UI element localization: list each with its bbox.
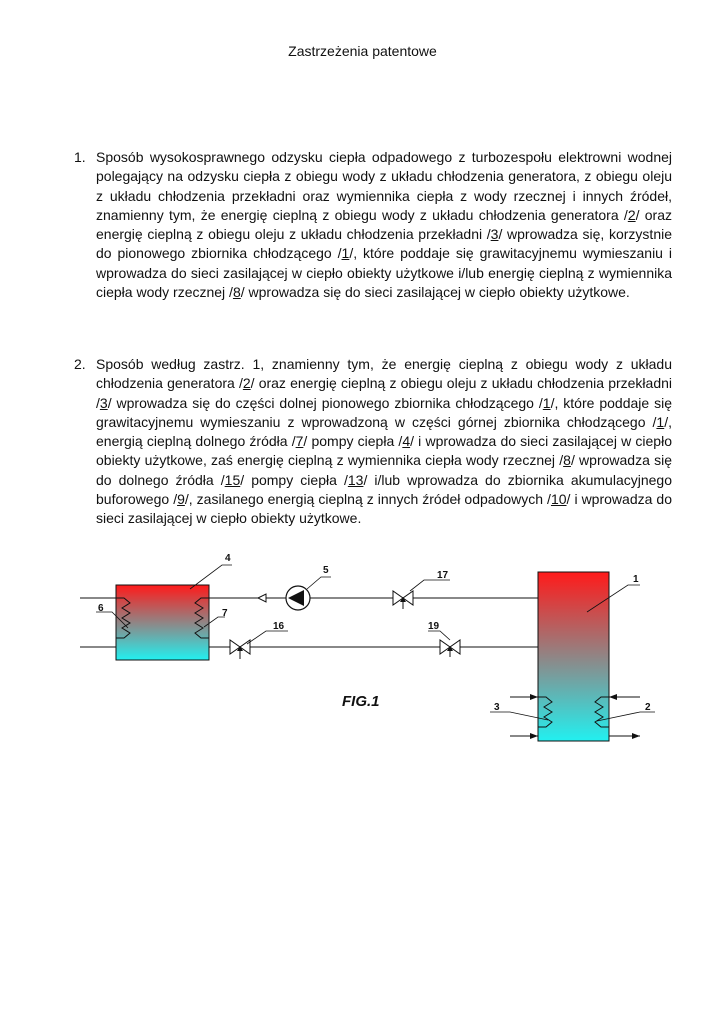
reference-number: 10 [550, 491, 567, 508]
reference-number: 3 [99, 394, 108, 411]
claim-text [96, 148, 672, 302]
claim-text-segment: /, zasilanego energią cieplną z innych źródeł odpadowych / [184, 491, 551, 508]
claim-text-segment: / pompy ciepła / [240, 471, 348, 488]
reference-number: 1 [542, 394, 551, 411]
arrow-right-icon [632, 733, 640, 739]
claim-text-segment: Sposób wysokosprawnego odzysku ciepła odpadowego z turbozespołu elektrowni wodnej polegający na odzysku ciepła z obiegu wody z układu chłodzenia generatora, z obiegu oleju z układu chłodzenia przekładni oraz wymiennika ciepła z wody rzecznej i innych źródeł, znamienny tym, że energię cieplną z obiegu wody z układu chłodzenia generatora / [96, 149, 672, 223]
reference-number: 8 [563, 452, 571, 469]
label-6: 6 [98, 603, 104, 614]
arrow-right-icon [530, 694, 538, 700]
page-title: Zastrzeżenia patentowe [288, 43, 437, 59]
claim-number: 2. [74, 356, 86, 372]
reference-number: 8 [232, 284, 241, 301]
claim-text-segment: / wprowadza się, korzystnie do pionowego zbiornika chłodzącego / [96, 226, 673, 262]
claim-2 [74, 355, 672, 529]
leader-16 [247, 631, 288, 644]
valve-17-icon [393, 591, 403, 605]
label-16: 16 [273, 621, 285, 632]
label-1: 1 [633, 574, 639, 585]
label-5: 5 [323, 565, 329, 576]
label-4: 4 [225, 553, 231, 564]
label-17: 17 [437, 570, 449, 581]
valve-19-icon [440, 640, 450, 654]
arrow-left-icon [609, 694, 617, 700]
flow-arrow-icon [258, 594, 266, 602]
valve-17-icon-right [403, 591, 413, 605]
claim-text-segment: / i/lub wprowadza do zbiornika akumulacyjnego buforowego / [96, 471, 672, 508]
claim-text-segment: /, energią cieplną dolnego źródła / [96, 413, 672, 450]
valve-19-icon-right [450, 640, 460, 654]
label-7: 7 [222, 608, 228, 619]
claim-text [96, 355, 672, 529]
arrow-right-icon [530, 733, 538, 739]
reference-number: 15 [224, 471, 241, 488]
leader-5 [307, 577, 331, 589]
claim-text-segment: / oraz energię cieplną z obiegu oleju z układu chłodzenia przekładni / [96, 206, 673, 243]
claim-text-segment: / wprowadza się do dolnego źródła / [96, 452, 672, 488]
reference-number: 2 [242, 375, 251, 392]
label-2: 2 [645, 702, 651, 713]
valve-16-icon-right [240, 640, 250, 654]
reference-number: 1 [341, 245, 350, 262]
reference-number: 1 [656, 413, 665, 430]
claim-text-segment: / i wprowadza do sieci zasilającej w ciepło obiekty użytkowe. [96, 491, 672, 527]
valve-16-icon [230, 640, 240, 654]
claim-1 [74, 148, 672, 302]
cooling-tank [538, 572, 609, 741]
claim-text-segment: / pompy ciepła / [303, 433, 403, 450]
claim-text-segment: / wprowadza się do sieci zasilającej w ciepło obiekty użytkowe. [240, 284, 630, 301]
leader-19 [428, 631, 450, 640]
reference-number: 9 [177, 491, 185, 508]
label-3: 3 [494, 702, 500, 713]
claim-text-segment: / oraz energię cieplną z obiegu oleju z układu chłodzenia przekładni / [96, 375, 673, 411]
reference-number: 2 [627, 206, 636, 223]
claim-number: 1. [74, 149, 86, 165]
claim-text-segment: / i wprowadza do sieci zasilającej w ciepło obiekty użytkowe, zaś energię cieplną z wymiennika ciepła wody rzecznej / [96, 433, 672, 469]
reference-number: 7 [295, 433, 304, 450]
leader-17 [410, 580, 450, 591]
claim-text-segment: /, które poddaje się grawitacyjnemu wymieszaniu z wprowadzoną w części górnej zbiornika chłodzącego / [96, 394, 673, 430]
reference-number: 4 [402, 433, 411, 450]
claim-text-segment: /, które poddaje się grawitacyjnemu wymieszaniu i wprowadza do sieci zasilającej w ciepło obiekty użytkowe i/lub energię cieplną z wymiennika ciepła wody rzecznej / [96, 245, 672, 301]
label-19: 19 [428, 621, 440, 632]
figure-caption: FIG.1 [342, 693, 380, 710]
reference-number: 13 [347, 471, 364, 488]
reference-number: 3 [490, 226, 499, 243]
claim-text-segment: / wprowadza się do części dolnej pionowego zbiornika chłodzącego / [107, 394, 543, 411]
claim-text-segment: Sposób według zastrz. 1, znamienny tym, że energię cieplną z obiegu wody z układu chłodzenia generatora / [96, 356, 672, 392]
figure-1-schematic [0, 545, 725, 755]
